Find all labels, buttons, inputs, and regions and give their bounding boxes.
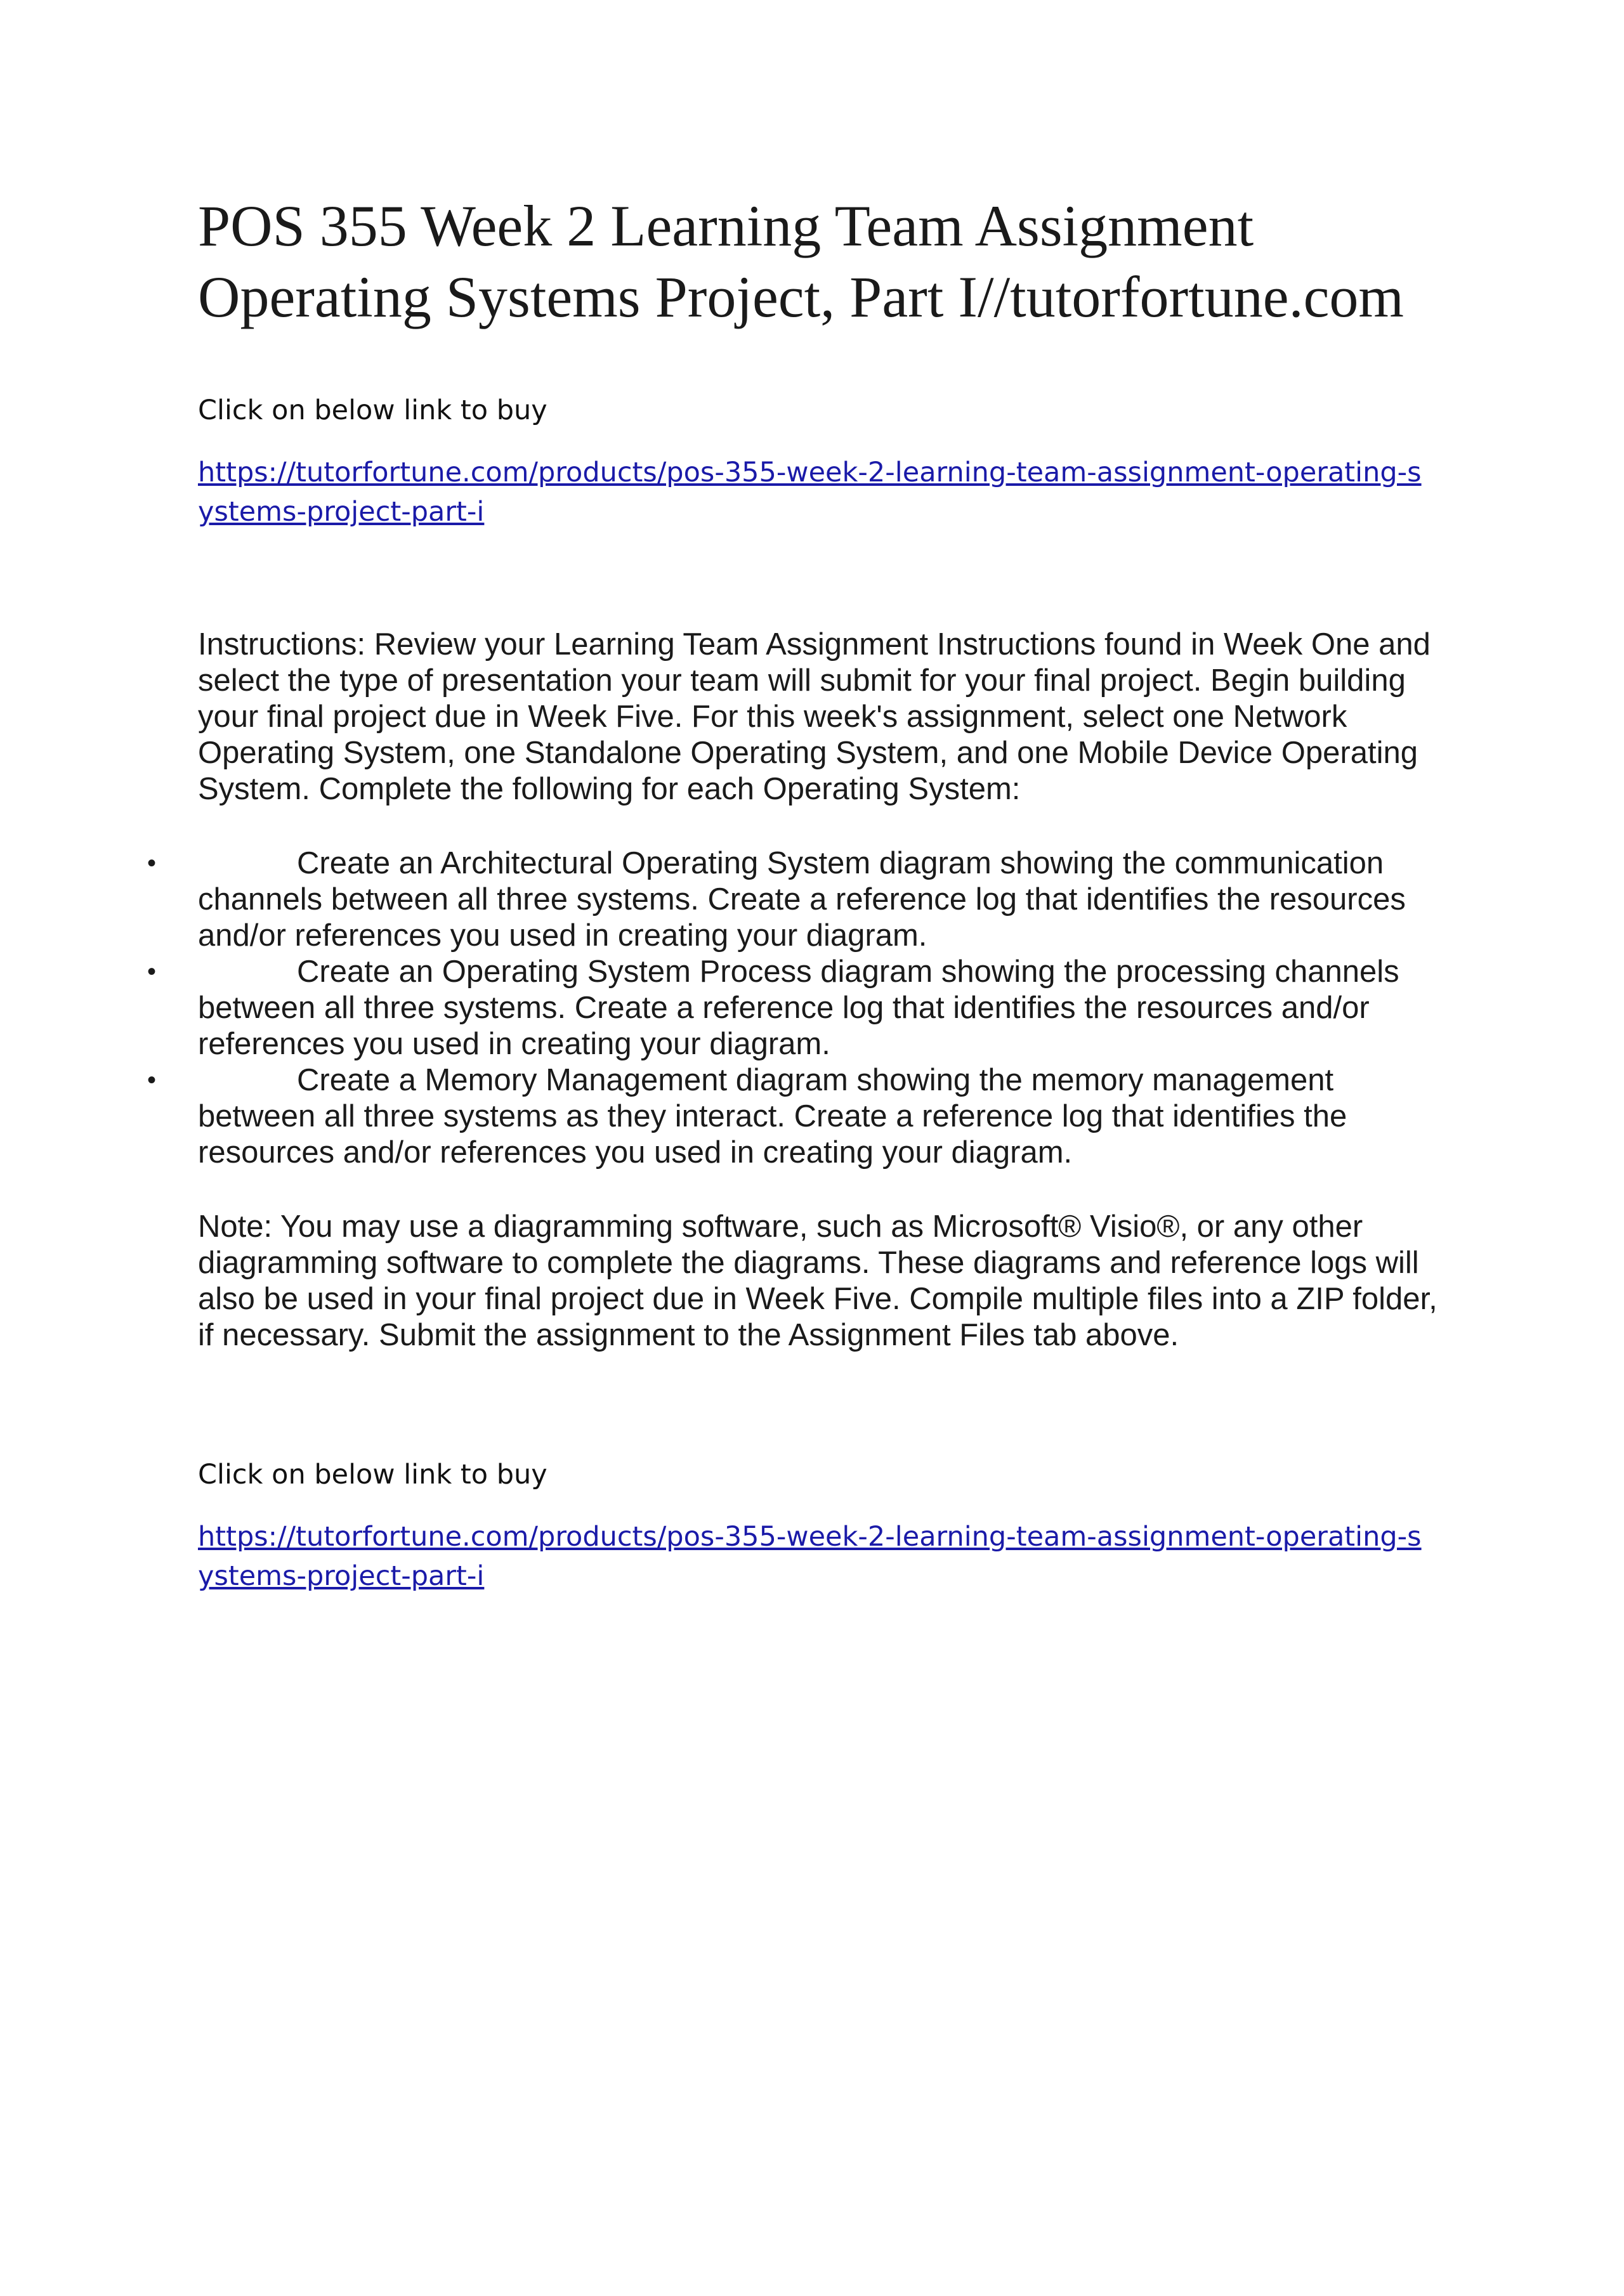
document-page — [147, 190, 1441, 1596]
requirements-list — [147, 845, 1441, 1171]
list-item — [147, 1062, 1441, 1171]
bullet-icon: • — [147, 958, 157, 986]
buy-label-bottom: Click on below link to buy — [198, 1459, 547, 1490]
bullet-icon: • — [147, 849, 157, 877]
list-item — [147, 845, 1441, 954]
list-item-text: Create an Architectural Operating System diagram showing the communication channels between all three systems. Create a reference log that identifies the resources and/or references you used in creating your diagram. — [198, 846, 1406, 953]
buy-link-bottom[interactable]: https://tutorfortune.com/products/pos-355-week-2-learning-team-assignment-operating-systems-project-part-i — [198, 1521, 1422, 1592]
list-item — [147, 954, 1441, 1062]
instructions-paragraph: Instructions: Review your Learning Team Assignment Instructions found in Week One and select the type of presentation your team will submit for your final project. Begin building your final project due in Week Five. For this week's assignment, select one Network Operating System, one Standalone Operating System, and one Mobile Device Operating System. Complete the following for each Operating System: — [198, 627, 1431, 806]
list-item-text: Create an Operating System Process diagram showing the processing channels between all three systems. Create a reference log that identifies the resources and/or references you used in creating your diagram. — [198, 955, 1399, 1061]
bullet-icon: • — [147, 1066, 157, 1094]
note-paragraph: Note: You may use a diagramming software, such as Microsoft® Visio®, or any other diagramming software to complete the diagrams. These diagrams and reference logs will also be used in your final project due in Week Five. Compile multiple files into a ZIP folder, if necessary. Submit the assignment to the Assignment Files tab above. — [198, 1210, 1437, 1352]
document-title: POS 355 Week 2 Learning Team Assignment Operating Systems Project, Part I//tutorfortune.com — [198, 193, 1404, 329]
buy-link-top[interactable]: https://tutorfortune.com/products/pos-355-week-2-learning-team-assignment-operating-systems-project-part-i — [198, 457, 1422, 528]
buy-label-top: Click on below link to buy — [198, 395, 547, 426]
list-item-text: Create a Memory Management diagram showing the memory management between all three systems as they interact. Create a reference log that identifies the resources and/or references you used in creating your diagram. — [198, 1063, 1347, 1170]
